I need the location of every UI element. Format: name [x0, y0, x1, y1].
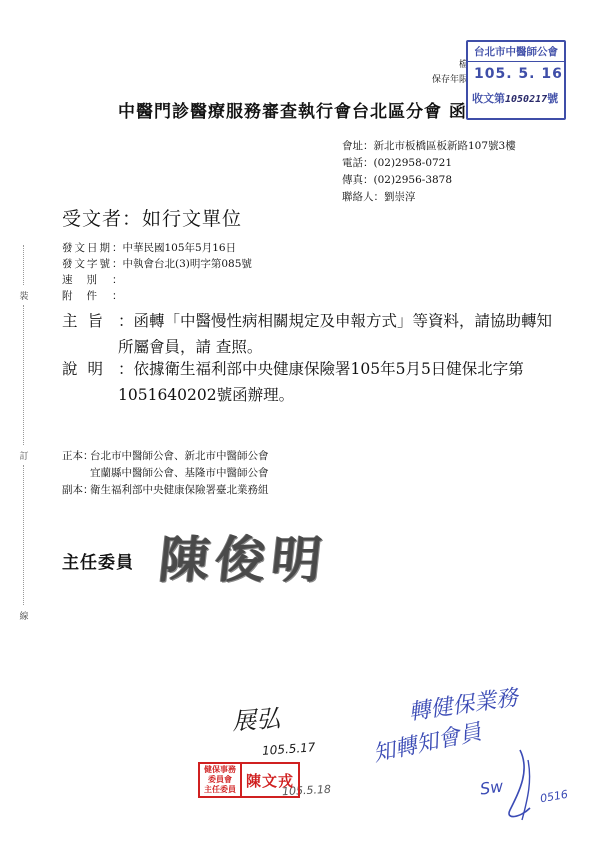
meta-key: 發文字號: [62, 258, 112, 270]
red-approval-stamp: [198, 762, 300, 798]
subject-section: [62, 308, 552, 360]
binding-margin: [18, 245, 30, 625]
chief-title: 主任委員: [62, 553, 134, 573]
cc-copy-line-1: 衛生福利部中央健康保險署臺北業務組: [90, 484, 269, 496]
red-stamp-name: 陳文戎: [246, 771, 295, 790]
explanation-body: ：依據衛生福利部中央健康保險署105年5月5日健保北字第1051640202號函辦理。: [118, 360, 524, 404]
contact-address: 會址：新北市板橋區板新路107號3樓: [342, 140, 516, 152]
meta-value: ：: [112, 290, 123, 302]
binding-char-staple: 訂: [19, 452, 29, 462]
meta-key: 速別: [62, 274, 111, 286]
copies-block: [62, 448, 269, 499]
cc-main-key: 正本：: [62, 450, 94, 462]
blue-handwritten-note: 轉健保業務: [407, 685, 520, 726]
archive-label-retention: 保存年限: [431, 75, 468, 85]
blue-handwritten-date: 0516: [539, 787, 569, 806]
meta-row-priority: [62, 272, 252, 288]
contact-block: [342, 138, 516, 206]
cc-copy-row: [62, 482, 269, 499]
explanation-section: [62, 356, 552, 408]
contact-phone: 電話：(02)2958-0721: [342, 157, 453, 169]
red-stamp-title: 健保事務委員會 主任委員: [200, 764, 242, 796]
binding-char-bind: 裝: [19, 292, 29, 302]
subject-body: ：函轉「中醫慢性病相關規定及申報方式」等資料，請協助轉知所屬會員，請 查照。: [118, 312, 553, 356]
contact-person: 聯絡人：劉崇淳: [342, 191, 416, 203]
receipt-stamp-serial-number: 1050217: [505, 94, 548, 105]
meta-key: 附件: [62, 290, 111, 302]
handwritten-date: 105.5.18: [281, 782, 332, 799]
binding-char-line: 線: [19, 612, 29, 622]
receipt-stamp-serial-prefix: 收文第: [472, 92, 505, 105]
receipt-stamp: [466, 40, 566, 120]
meta-row-attachment: [62, 288, 252, 304]
receipt-stamp-serial: [472, 90, 558, 106]
blue-handwritten-note: 知轉知會員: [371, 719, 484, 768]
receipt-stamp-date: 105. 5. 16: [474, 66, 563, 82]
handwritten-date: 105.5.17: [261, 740, 316, 758]
meta-row-doc-number: [62, 256, 252, 272]
archive-label-file: 檔: [458, 60, 468, 70]
blue-handwritten-signature: Sw: [478, 776, 505, 799]
explanation-key: 說明: [62, 360, 114, 378]
binding-dots: [23, 245, 24, 285]
meta-key: 發文日期: [62, 242, 112, 254]
cc-main-row-1: [62, 448, 269, 465]
handwritten-note: 展弘: [231, 704, 282, 736]
cc-main-line-2: 宜蘭縣中醫師公會、基隆市中醫師公會: [90, 467, 269, 479]
meta-value: ：: [112, 274, 123, 286]
cc-copy-key: 副本：: [62, 484, 94, 496]
subject-key: 主旨: [62, 312, 114, 330]
receipt-stamp-serial-suffix: 號: [547, 92, 559, 105]
meta-value: ：中執會台北(3)明字第085號: [112, 258, 252, 270]
cc-main-row-2: [62, 465, 269, 482]
contact-fax: 傳真：(02)2956-3878: [342, 174, 453, 186]
meta-value: ：中華民國105年5月16日: [112, 242, 237, 254]
recipient-line: 受文者：如行文單位: [62, 208, 243, 230]
binding-dots: [23, 465, 24, 605]
archive-labels: [428, 58, 468, 88]
meta-block: [62, 240, 252, 304]
binding-dots: [23, 305, 24, 445]
chief-signature-seal: 陳俊明: [156, 530, 331, 589]
receipt-stamp-org: 台北市中醫師公會: [468, 44, 564, 62]
cc-indent: [62, 465, 90, 482]
cc-main-line-1: 台北市中醫師公會、新北市中醫師公會: [90, 450, 269, 462]
meta-row-date: [62, 240, 252, 256]
org-title: 中醫門診醫療服務審查執行會台北區分會 函: [118, 102, 467, 122]
